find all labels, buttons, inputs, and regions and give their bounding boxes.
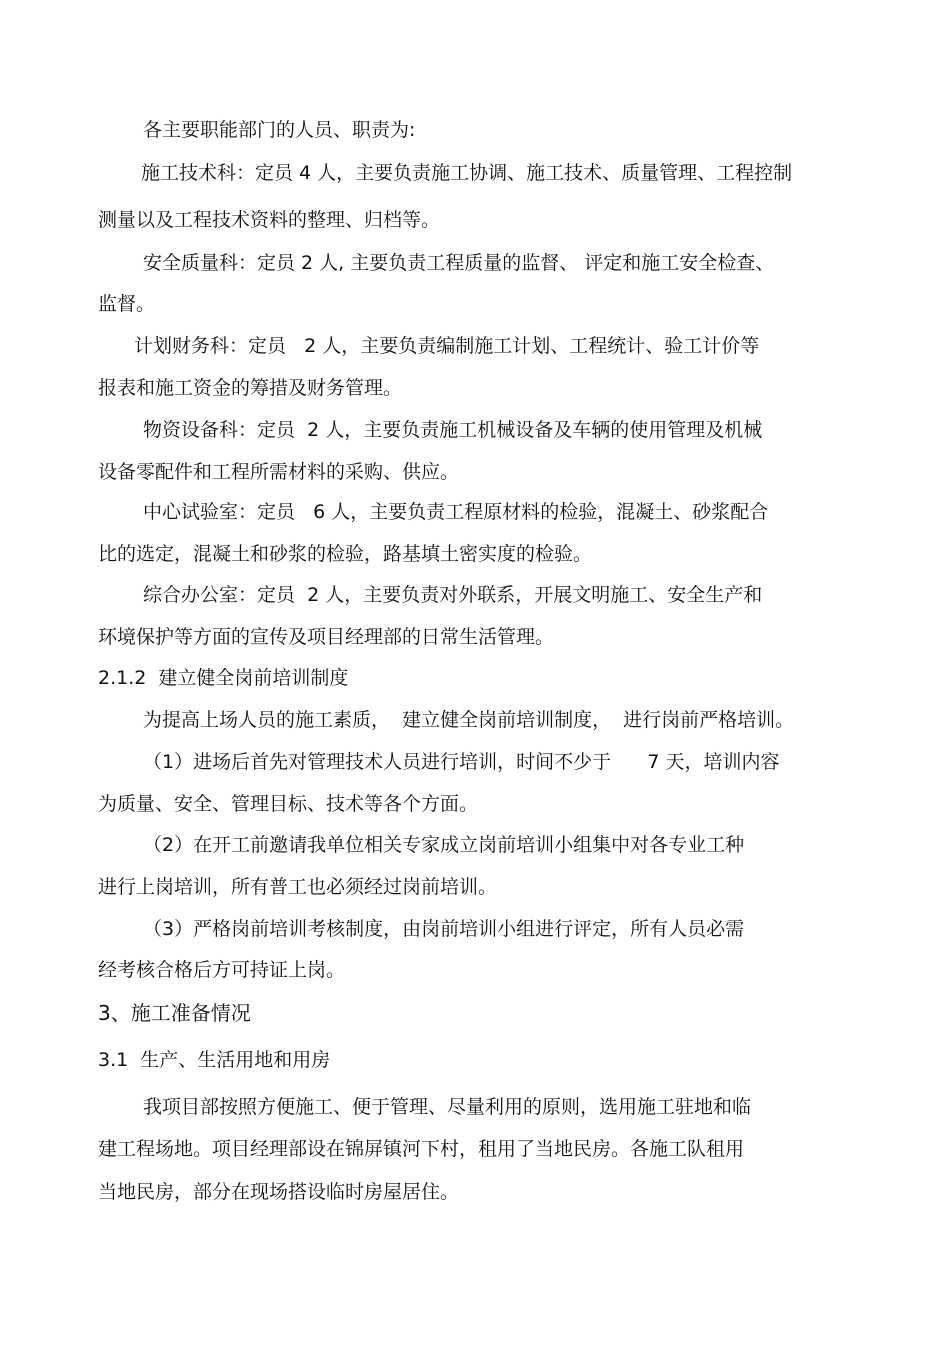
paragraph-line: 经考核合格后方可持证上岗。 [98, 959, 346, 981]
paragraph-line: 中心试验室：定员 6 人，主要负责工程原材料的检验，混凝土、砂浆配合 [143, 501, 769, 523]
paragraph-line: （3）严格岗前培训考核制度，由岗前培训小组进行评定，所有人员必需 [143, 918, 745, 940]
paragraph-line: 为提高上场人员的施工素质， 建立健全岗前培训制度， 进行岗前严格培训。 [143, 709, 795, 731]
section-heading-3: 3、施工准备情况 [98, 1001, 251, 1025]
section-heading-3-1: 3.1 生产、生活用地和用房 [98, 1049, 331, 1071]
paragraph-line: 我项目部按照方便施工、便于管理、尽量利用的原则，选用施工驻地和临 [143, 1096, 752, 1118]
paragraph-line: 设备零配件和工程所需材料的采购、供应。 [98, 461, 460, 483]
paragraph-line: 环境保护等方面的宣传及项目经理部的日常生活管理。 [98, 626, 555, 648]
paragraph-line: 监督。 [98, 293, 156, 315]
paragraph-line: 报表和施工资金的筹措及财务管理。 [98, 377, 403, 399]
intro-line: 各主要职能部门的人员、职责为: [143, 119, 416, 141]
paragraph-line: 为质量、安全、管理目标、技术等各个方面。 [98, 793, 479, 815]
paragraph-line: 测量以及工程技术资料的整理、归档等。 [98, 209, 441, 231]
paragraph-line: （1）进场后首先对管理技术人员进行培训，时间不少于 7 天，培训内容 [143, 751, 780, 773]
paragraph-line: 当地民房，部分在现场搭设临时房屋居住。 [98, 1181, 460, 1203]
paragraph-line: 安全质量科：定员 2 人, 主要负责工程质量的监督、 评定和施工安全检查、 [143, 252, 775, 274]
paragraph-line: 计划财务科：定员 2 人，主要负责编制施工计划、工程统计、验工计价等 [134, 335, 760, 357]
paragraph-line: 施工技术科：定员 4 人，主要负责施工协调、施工技术、质量管理、工程控制 [141, 162, 793, 184]
paragraph-line: 比的选定，混凝土和砂浆的检验，路基填土密实度的检验。 [98, 543, 593, 565]
paragraph-line: （2）在开工前邀请我单位相关专家成立岗前培训小组集中对各专业工种 [143, 834, 745, 856]
section-heading-2-1-2: 2.1.2 建立健全岗前培训制度 [98, 667, 349, 689]
paragraph-line: 物资设备科：定员 2 人，主要负责施工机械设备及车辆的使用管理及机械 [143, 419, 763, 441]
paragraph-line: 进行上岗培训，所有普工也必须经过岗前培训。 [98, 876, 498, 898]
paragraph-line: 综合办公室：定员 2 人，主要负责对外联系，开展文明施工、安全生产和 [143, 584, 763, 606]
paragraph-line: 建工程场地。项目经理部设在锦屏镇河下村，租用了当地民房。各施工队租用 [98, 1138, 745, 1160]
